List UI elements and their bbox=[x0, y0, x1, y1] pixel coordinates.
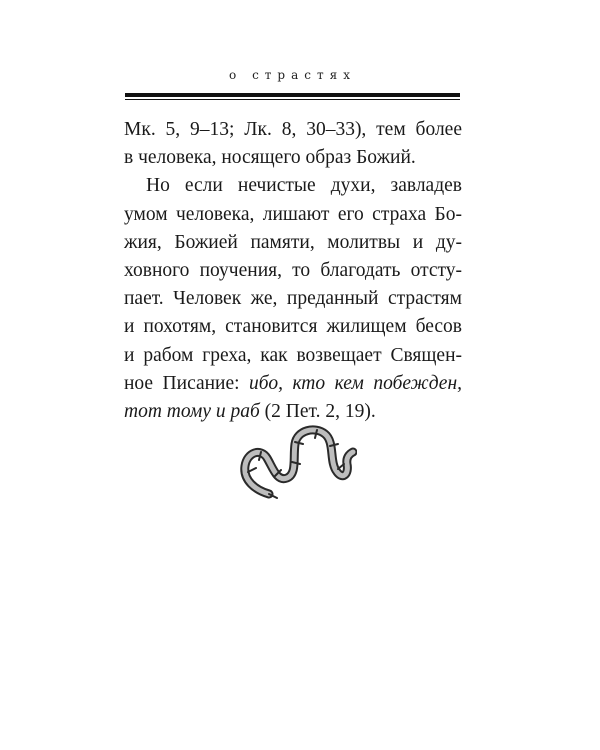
paragraph-1 bbox=[124, 116, 462, 172]
text-line bbox=[124, 201, 462, 229]
text-segment: и рабом греха, как возвещает Священ- bbox=[124, 344, 462, 366]
serpent-ornament-icon bbox=[237, 422, 357, 502]
text-line bbox=[124, 116, 462, 144]
text-segment: жия, Божией памяти, молитвы и ду- bbox=[124, 231, 462, 253]
header-rule-thin bbox=[125, 99, 460, 100]
text-line bbox=[124, 257, 462, 285]
body-text bbox=[124, 116, 462, 426]
text-line bbox=[124, 370, 462, 398]
text-segment-italic: ибо, кто кем побежден, bbox=[249, 372, 462, 394]
text-segment: умом человека, лишают его страха Бо- bbox=[124, 203, 462, 225]
text-segment: ховного поучения, то благодать отсту- bbox=[124, 259, 462, 281]
header-rule-thick bbox=[125, 93, 460, 97]
text-line bbox=[124, 172, 462, 200]
text-line bbox=[124, 229, 462, 257]
text-segment: Но если нечистые духи, завладев bbox=[146, 175, 462, 197]
text-segment: Мк. 5, 9–13; Лк. 8, 30–33), тем более bbox=[124, 119, 462, 140]
text-segment: пает. Человек же, преданный страстям bbox=[124, 288, 462, 310]
text-segment: в человека, носящего образ Божий. bbox=[124, 147, 416, 169]
running-header: о страстях bbox=[229, 68, 356, 82]
text-segment-italic: тот тому и раб bbox=[124, 400, 260, 422]
text-segment: (2 Пет. 2, 19). bbox=[259, 400, 376, 422]
text-line bbox=[124, 144, 462, 172]
text-segment: ное Писание: bbox=[124, 372, 250, 394]
text-segment: и похотям, становится жилищем бесов bbox=[124, 316, 462, 338]
text-line bbox=[124, 285, 462, 313]
text-line bbox=[124, 342, 462, 370]
paragraph-2 bbox=[124, 172, 462, 426]
text-line bbox=[124, 313, 462, 341]
